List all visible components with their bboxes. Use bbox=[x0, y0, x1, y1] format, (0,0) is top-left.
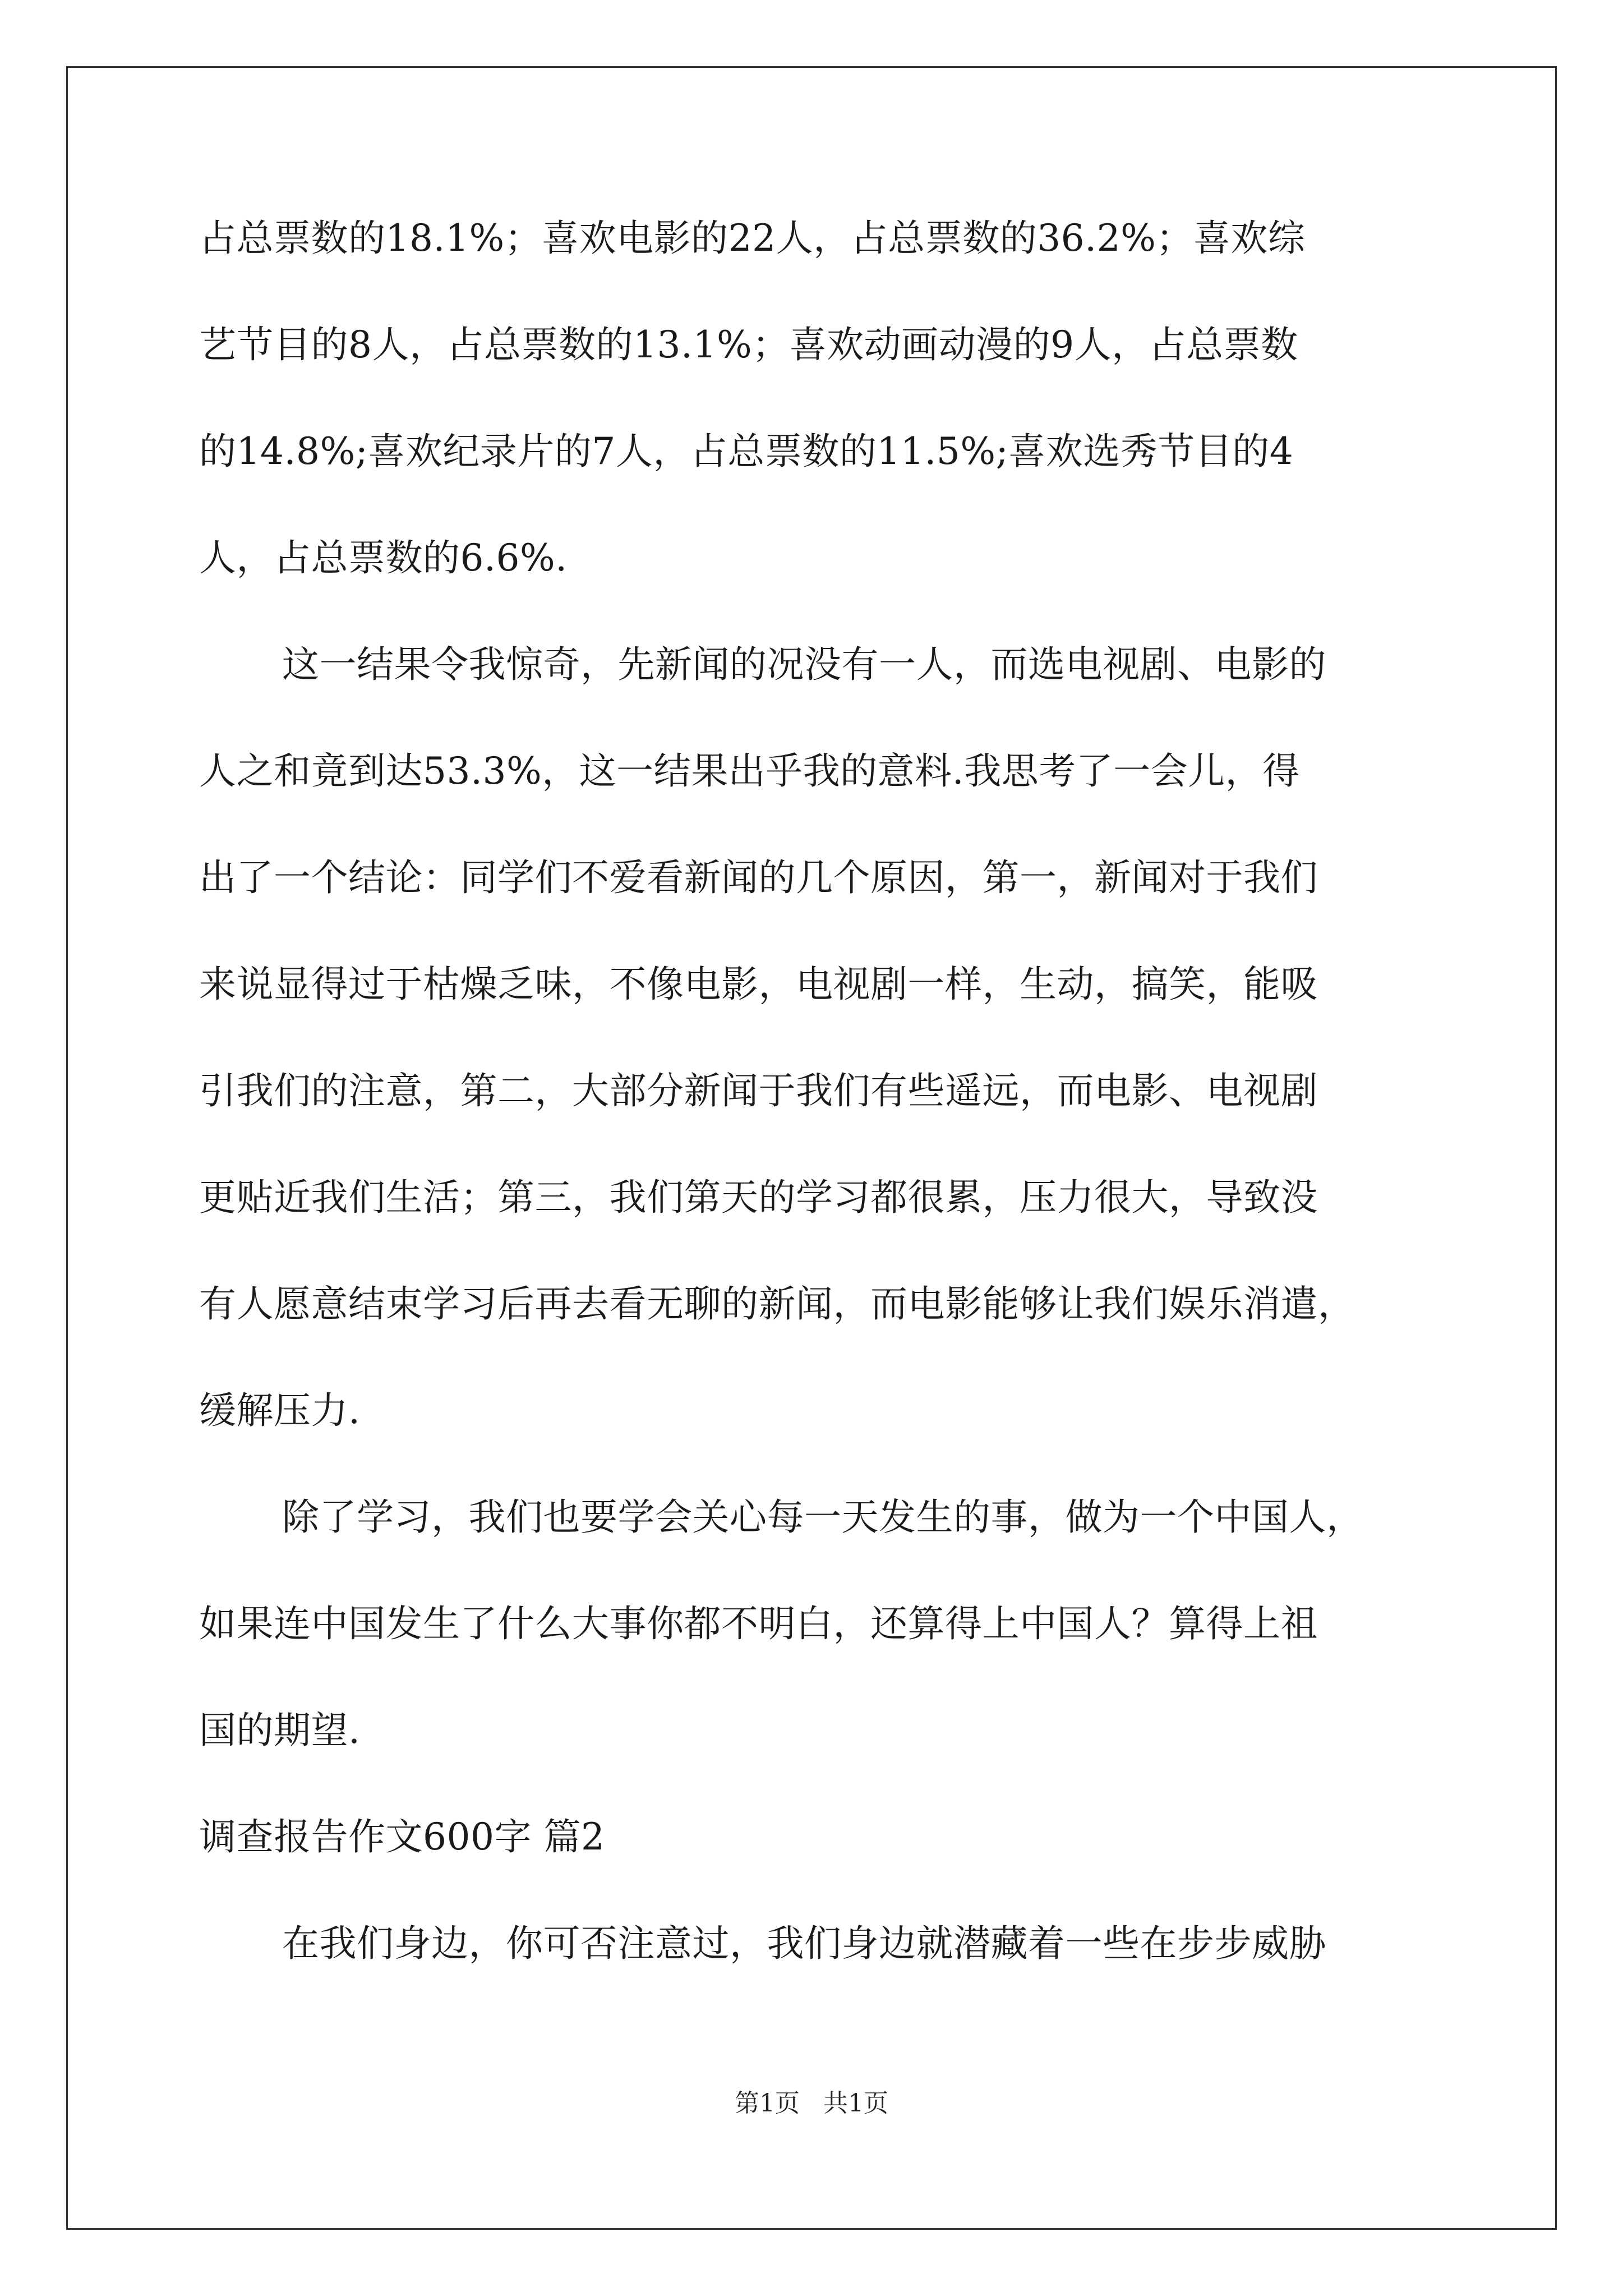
page-border bbox=[66, 66, 1557, 2230]
text-line: 来说显得过于枯燥乏味，不像电影，电视剧一样，生动，搞笑，能吸 bbox=[199, 963, 1318, 1006]
text-line: 缓解压力. bbox=[199, 1389, 361, 1432]
paragraph-start-line: 这一结果令我惊奇，先新闻的况没有一人，而选电视剧、电影的 bbox=[282, 643, 1326, 686]
text-line: 人之和竟到达53.3%，这一结果出乎我的意料.我思考了一会儿，得 bbox=[199, 749, 1300, 793]
text-line: 人，占总票数的6.6%. bbox=[199, 536, 568, 579]
paragraph-start-line: 除了学习，我们也要学会关心每一天发生的事，做为一个中国人， bbox=[282, 1496, 1364, 1539]
text-line: 的14.8%;喜欢纪录片的7人，占总票数的11.5%;喜欢选秀节目的4 bbox=[199, 430, 1294, 473]
text-line: 占总票数的18.1%；喜欢电影的22人，占总票数的36.2%；喜欢综 bbox=[199, 217, 1306, 260]
text-line: 如果连中国发生了什么大事你都不明白，还算得上中国人？算得上祖 bbox=[199, 1602, 1318, 1645]
page-footer: 第1页 共1页 bbox=[735, 2089, 888, 2118]
text-line: 更贴近我们生活；第三，我们第天的学习都很累，压力很大，导致没 bbox=[199, 1176, 1318, 1219]
text-line: 有人愿意结束学习后再去看无聊的新闻，而电影能够让我们娱乐消遣， bbox=[199, 1282, 1355, 1326]
text-line: 艺节目的8人，占总票数的13.1%；喜欢动画动漫的9人，占总票数 bbox=[199, 323, 1298, 366]
text-line: 出了一个结论：同学们不爱看新闻的几个原因，第一，新闻对于我们 bbox=[199, 856, 1318, 899]
paragraph-start-line: 在我们身边，你可否注意过，我们身边就潜藏着一些在步步威胁 bbox=[282, 1922, 1326, 1965]
text-line: 引我们的注意，第二，大部分新闻于我们有些遥远，而电影、电视剧 bbox=[199, 1069, 1318, 1112]
text-line: 国的期望. bbox=[199, 1709, 361, 1752]
section-heading: 调查报告作文600字 篇2 bbox=[199, 1815, 605, 1858]
